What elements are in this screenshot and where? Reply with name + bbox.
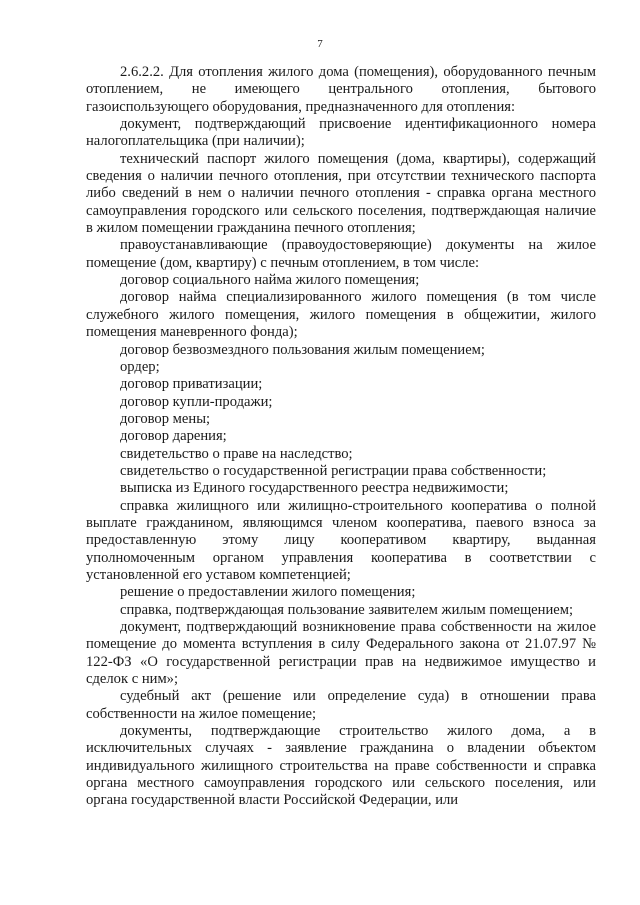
list-item-usage-certificate: справка, подтверждающая пользование заявителем жилым помещением; <box>120 601 574 618</box>
list-item-ownership-certificate: свидетельство о государственной регистрации права собственности; <box>120 462 547 479</box>
page-number: 7 <box>317 38 323 50</box>
list-item-purchase-sale: договор купли-продажи; <box>120 393 273 410</box>
list-item-social-lease: договор социального найма жилого помещения; <box>120 272 420 289</box>
list-item-pre-law-ownership: документ, подтверждающий возникновение права собственности на жилое помещение до момента вступления в силу Федерального закона от 21.07.97 № 122-ФЗ «О государственной регистрации прав на недвижимое имущество и сделок с ним»; <box>86 619 596 688</box>
list-item-inn-document: документ, подтверждающий присвоение идентификационного номера налогоплательщика (при наличии); <box>86 116 596 150</box>
section-heading-paragraph: 2.6.2.2. Для отопления жилого дома (помещения), оборудованного печным отоплением, не имеющего центрального отопления, бытового газоиспользующего оборудования, предназначенного для отопления: <box>86 64 596 115</box>
list-item-construction-documents: документы, подтверждающие строительство жилого дома, а в исключительных случаях - заявление гражданина о владении объектом индивидуального жилищного строительства на праве собственности и справка органа местного самоуправления городского или сельского поселения, или органа государственной власти Российской Федерации, или <box>86 723 596 809</box>
list-item-technical-passport: технический паспорт жилого помещения (дома, квартиры), содержащий сведения о наличии печного отопления, при отсутствии технического паспорта либо сведений в нем о наличии печного отопления - справка органа местного самоуправления городского или сельского поселения, подтверждающая наличие в жилом помещении гражданина печного отопления; <box>86 150 596 237</box>
list-item-privatization: договор приватизации; <box>120 376 263 393</box>
list-item-court-act: судебный акт (решение или определение суда) в отношении права собственности на жилое помещение; <box>86 688 596 722</box>
list-item-title-documents: правоустанавливающие (правоудостоверяющие) документы на жилое помещение (дом, квартиру) с печным отоплением, в том числе: <box>86 237 596 271</box>
list-item-housing-decision: решение о предоставлении жилого помещения; <box>120 584 416 601</box>
list-item-specialized-lease: договор найма специализированного жилого помещения (в том числе служебного жилого помещения, жилого помещения в общежитии, жилого помещения маневренного фонда); <box>86 289 596 341</box>
list-item-free-use-agreement: договор безвозмездного пользования жилым помещением; <box>120 341 485 358</box>
list-item-inheritance: свидетельство о праве на наследство; <box>120 445 353 462</box>
list-item-exchange: договор мены; <box>120 410 211 427</box>
list-item-registry-extract: выписка из Единого государственного реестра недвижимости; <box>120 480 509 497</box>
list-item-cooperative-certificate: справка жилищного или жилищно-строительного кооператива о полной выплате гражданином, являющимся членом кооператива, паевого взноса за предоставленную этому лицу кооперативом квартиру, выданная уполномоченным органом управления кооператива в соответствии с установленной его уставом компетенцией; <box>86 497 596 583</box>
list-item-gift: договор дарения; <box>120 428 227 445</box>
list-item-warrant: ордер; <box>120 358 160 375</box>
document-body <box>86 64 596 810</box>
